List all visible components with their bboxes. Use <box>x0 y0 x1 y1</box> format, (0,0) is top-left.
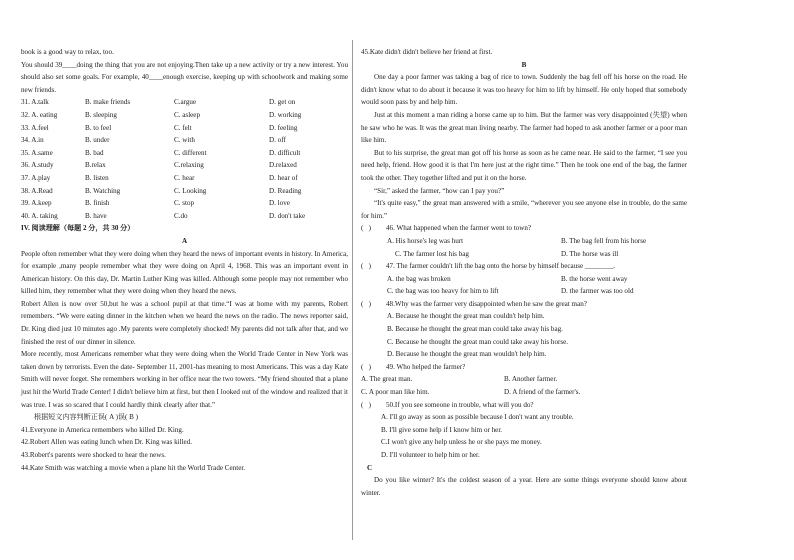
option-a: 36. A.study <box>21 161 54 170</box>
option-row <box>21 159 348 172</box>
option-d: D.relaxed <box>269 161 297 170</box>
option-b: B. sleeping <box>85 110 117 119</box>
intro-paragraph: You should 39____doing the thing that you are not enjoying.Then take up a new activity or try a new interest. You should also set some goals. For example, 40____enough exercise, keeping up with schoolwork and making some new friends. <box>21 60 348 94</box>
passage-c-label: C <box>367 463 373 472</box>
question-stem: 50.If you see someone in trouble, what will you do? <box>386 400 534 409</box>
option-row <box>21 109 348 122</box>
option-row <box>21 134 348 147</box>
option-b: B. bad <box>85 148 104 157</box>
option-b: B. Because he thought the great man could take away his bag. <box>387 325 563 334</box>
option-c: C. the bag was too heavy for him to lift <box>387 287 499 296</box>
option-row <box>21 96 348 109</box>
answer-blank: ( ) <box>361 362 372 371</box>
option-a: A. I'll go away as soon as possible because I don't want any trouble. <box>381 413 574 422</box>
option-row <box>21 185 348 198</box>
option-a: 31. A.talk <box>21 98 49 107</box>
option-c: C.do <box>174 211 188 220</box>
option-a: 33. A.feel <box>21 123 49 132</box>
option-c: C. felt <box>174 123 192 132</box>
option-c: C. different <box>174 148 207 157</box>
options-row <box>361 373 687 386</box>
option-a: 37. A.play <box>21 173 51 182</box>
cloze-options <box>21 96 348 222</box>
passage-a-paragraph: People often remember what they were doing when they heard the news of important events in history. In America, for example ,many people remember what they were doing on April 4, 1968. This was an important event in American history. On this day, Dr. Martin Luther King was killed. Although some people may not remember who killed him, they remember what they were doing when they heard the news. <box>21 249 348 296</box>
option-b: B. make friends <box>85 98 131 107</box>
options-row <box>361 273 687 286</box>
answer-blank: ( ) <box>361 262 372 271</box>
passage-c-paragraph: Do you like winter? It's the coldest season of a year. Here are some things everyone should know about winter. <box>361 476 687 497</box>
tf-question: 44.Kate Smith was watching a movie when a plane hit the World Trade Center. <box>21 463 246 472</box>
passage-b-paragraph: Just at this moment a man riding a horse came up to him. But the farmer was very disappointed (失望) when he saw who he was. It was the great man living nearby. The farmer had hoped to ask another farmer or a poor man like him. <box>361 110 687 145</box>
option-b: B. to feel <box>85 123 112 132</box>
option-d: D. working <box>269 110 302 119</box>
question-stem: 47. The farmer couldn't lift the bag onto the horse by himself because ________. <box>386 262 616 271</box>
option-b: B. Another farmer. <box>504 375 558 384</box>
options-row <box>361 235 687 248</box>
tf-question: 41.Everyone in America remembers who killed Dr. King. <box>21 425 184 434</box>
option-c: C. Looking <box>174 186 207 195</box>
tf-question: 45.Kate didn't didn't believe her friend at first. <box>361 48 493 56</box>
question-stem: 46. What happened when the farmer went to town? <box>386 224 532 233</box>
question-47 <box>361 260 687 273</box>
option-d: D. don't take <box>269 211 306 220</box>
option-a: 34. A.in <box>21 136 44 145</box>
option-row <box>21 122 348 135</box>
option-a: 32. A. eating <box>21 110 58 119</box>
option-b: B. The bag fell from his horse <box>561 236 647 245</box>
answer-blank: ( ) <box>361 224 372 233</box>
question-46 <box>361 222 687 235</box>
tf-question: 42.Robert Allen was eating lunch when Dr. King was killed. <box>21 438 193 447</box>
option-a: 38. A.Read <box>21 186 53 195</box>
option-a: 39. A.keep <box>21 199 52 208</box>
option-b: B. under <box>85 136 110 145</box>
option-a: A. the bag was broken <box>387 274 451 283</box>
option-c: C. stop <box>174 199 195 208</box>
option-b: B. Watching <box>85 186 121 195</box>
option-d: D. difficult <box>269 148 301 157</box>
option-b: B. finish <box>85 199 110 208</box>
passage-b-paragraph: But to his surprise, the great man got off his horse as soon as he came near. He said to the farmer, “I see you need help, friend. How good it is that I'm here just at the right time.” Then he took one end of the bag, the farmer took the other. They together lifted and put it on the horse. <box>361 148 687 182</box>
option-b: B.relax <box>85 161 106 170</box>
intro-line-1: book is a good way to relax, too. <box>21 48 114 56</box>
option-c: C. Because he thought the great man could take away his horse. <box>387 337 569 346</box>
option-d: D. get on <box>269 98 296 107</box>
left-column <box>21 46 348 474</box>
options-row <box>361 248 687 261</box>
option-c: C.I won't give any help unless he or she pays me money. <box>381 438 542 447</box>
option-a: 40. A. taking <box>21 211 58 220</box>
option-d: D. I'll volunteer to help him or her. <box>381 451 480 459</box>
options-row <box>361 285 687 298</box>
passage-b-label: B <box>521 60 527 69</box>
option-c: C. with <box>174 136 195 145</box>
option-d: D. Reading <box>269 186 302 195</box>
option-d: D. hear of <box>269 173 298 182</box>
tf-question: 43.Robert's parents were shocked to hear the news. <box>21 451 166 459</box>
option-d: D. A friend of the farmer's. <box>504 388 581 397</box>
answer-blank: ( ) <box>361 299 372 308</box>
question-stem: 48.Why was the farmer very disappointed when he saw the great man? <box>386 299 587 308</box>
answer-blank: ( ) <box>361 400 372 409</box>
option-row <box>21 172 348 185</box>
passage-a-paragraph: More recently, most Americans remember what they were doing when the World Trade Center in New York was taken down by terrorists. Even the date- September 11, 2001-has meaning to most Americans. This was a day Kate Smith will never forget. She remembers working in her office near the two towers. “My friend shouted that a plane just hit the World Trade Center! I didn't believe him at first, but then I looked out of the window and realized that it was true. I was so scared that I could hardly think clearly after that.” <box>21 350 348 409</box>
question-stem: 49. Who helped the farmer? <box>386 362 466 371</box>
passage-b-paragraph: “It's quite easy,” the great man answered with a smile, “wherever you see anyone else in trouble, do the same for him.” <box>361 199 687 220</box>
passage-a-paragraph: Robert Allen is now over 50,but he was a school pupil at that time.“I was at home with my parents, Robert remembers. “We were eating dinner in the kitchen when we heard the news on the radio. The news reporter said, Dr. King died just 10 minutes ago .My parents were completely shocked! My parents did not talk after that, and we finished the rest of our dinner in silence. <box>21 299 348 346</box>
question-50 <box>361 399 687 412</box>
option-b: B. have <box>85 211 107 220</box>
option-a: A. His horse's leg was hurt <box>387 236 464 245</box>
option-row <box>21 210 348 223</box>
passage-a-label: A <box>181 236 188 245</box>
option-c: C.argue <box>174 98 197 107</box>
option-row <box>21 147 348 160</box>
option-b: B. I'll give some help if I know him or her. <box>381 425 503 434</box>
option-d: D. the farmer was too old <box>561 287 634 296</box>
section-title: IV. 阅读理解（每题 2 分，共 30 分） <box>21 224 135 233</box>
option-b: B. listen <box>85 173 109 182</box>
passage-b-paragraph: One day a poor farmer was taking a bag of rice to town. Suddenly the bag fell off his horse on the road. He didn't know what to do about it because it was too heavy for him to lift by himself. He only hoped that somebody would soon pass by and help him. <box>361 73 687 107</box>
option-d: D. off <box>269 136 286 145</box>
question-48 <box>361 298 687 311</box>
option-b: B. the horse went away <box>561 274 628 283</box>
option-d: D. Because he thought the great man wouldn't help him. <box>387 350 547 359</box>
option-c: C. The farmer lost his bag <box>395 249 469 258</box>
option-d: D. feeling <box>269 123 298 132</box>
tf-instruction: 根据短文内容判断正误( A )误( B ) <box>34 413 139 422</box>
option-a: 35. A.same <box>21 148 53 157</box>
passage-b-paragraph: “Sir,” asked the farmer, “how can I pay you?” <box>374 186 505 195</box>
option-a: A. Because he thought the great man couldn't help him. <box>387 312 545 321</box>
option-d: D. The horse was ill <box>561 249 619 258</box>
option-d: D. love <box>269 199 290 208</box>
option-c: C.relaxing <box>174 161 204 170</box>
question-49 <box>361 361 687 374</box>
options-row <box>361 386 687 399</box>
option-row <box>21 197 348 210</box>
option-c: C. hear <box>174 173 195 182</box>
option-a: A. The great man. <box>361 375 413 384</box>
column-divider <box>352 40 353 540</box>
option-c: C. asleep <box>174 110 201 119</box>
option-c: C. A poor man like him. <box>361 388 430 397</box>
right-column <box>361 46 687 499</box>
